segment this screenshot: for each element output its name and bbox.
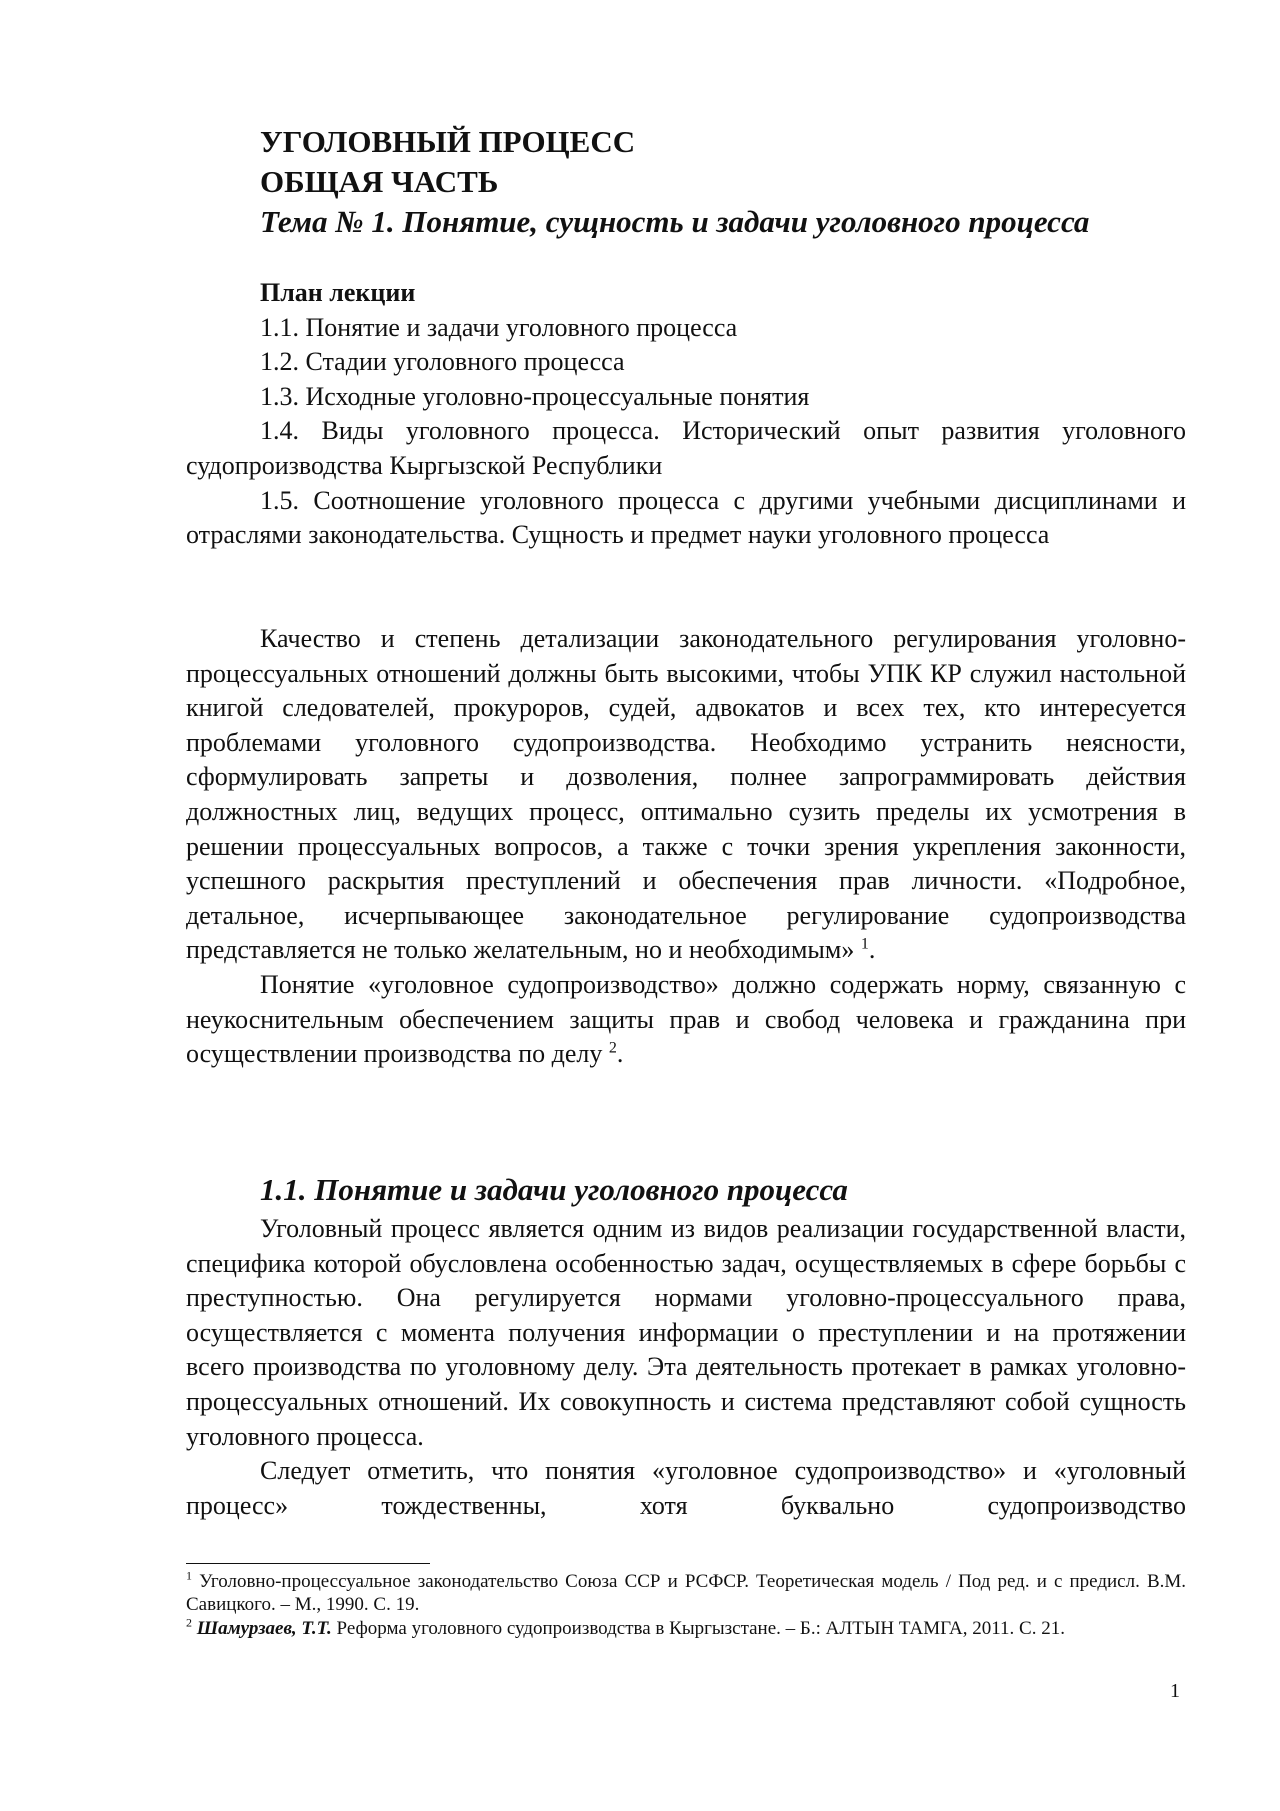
page-number: 1: [1170, 1680, 1180, 1702]
section-paragraph: Уголовный процесс является одним из видов реализации государственной власти, специфика которой обусловлена особенностью задач, осуществляемых в сфере борьбы с преступностью. Она регулируется нормами уголовно-процессуального права, осуществляется с момента получения информации о преступлении и на протяжении всего производства по уголовному делу. Эта деятельность протекает в рамках уголовно-процессуальных отношений. Их совокупность и система представляют собой сущность уголовного процесса.: [186, 1214, 1186, 1451]
intro-paragraph: Качество и степень детализации законодательного регулирования уголовно-процессуальных отношений должны быть высокими, чтобы УПК КР служил настольной книгой следователей, прокуроров, судей, адвокатов и всех тех, кто интересуется проблемами уголовного судопроизводства. Необходимо устранить неясности, сформулировать запреты и дозволения, полнее запрограммировать действия должностных лиц, ведущих процесс, оптимально сузить пределы их усмотрения в решении процессуальных вопросов, а также с точки зрения укрепления законности, успешного раскрытия преступлений и обеспечения прав личности. «Подробное, детальное, исчерпывающее законодательное регулирование судопроизводства представляется не только желательным, но и необходимым» $^1$.: [186, 624, 1186, 965]
document-heading: [260, 122, 1200, 242]
footnote-ref[interactable]: 2: [608, 1039, 617, 1057]
intro-paragraph: Понятие «уголовное судопроизводство» должно содержать норму, связанную с неукоснительным обеспечением защиты прав и свобод человека и гражданина при осуществлении производства по делу $^2$.: [186, 969, 1186, 1069]
intro-text: [186, 622, 1186, 1072]
footnote-text: Реформа уголовного судопроизводства в Кыргызстане. – Б.: АЛТЫН ТАМГА, 2011. С. 21.: [336, 1618, 1065, 1639]
footnote-author: Шамурзаев, Т.Т.: [196, 1618, 332, 1639]
plan-item: 1.4. Виды уголовного процесса. Исторический опыт развития уголовного судопроизводства Кыргызской Республики: [186, 416, 1186, 480]
footnote-ref[interactable]: 1: [860, 935, 869, 953]
plan-item: 1.5. Соотношение уголовного процесса с другими учебными дисциплинами и отраслями законодательства. Сущность и предмет науки уголовного процесса: [186, 485, 1186, 550]
plan-item: 1.3. Исходные уголовно-процессуальные понятия: [260, 381, 810, 411]
footnote-text: Уголовно-процессуальное законодательство Союза ССР и РСФСР. Теоретическая модель / Под ред. и с предисл. В.М. Савицкого. – М., 1990. С. 19.: [186, 1571, 1187, 1615]
plan-item: 1.2. Стадии уголовного процесса: [260, 347, 625, 377]
intro-paragraph-text: Понятие «уголовное судопроизводство» должно содержать норму, связанную с неукоснительным обеспечением защиты прав и свобод человека и гражданина при осуществлении производства по делу: [186, 969, 1186, 1069]
lecture-plan-title: План лекции: [260, 278, 416, 307]
document-title: УГОЛОВНЫЙ ПРОЦЕСС: [260, 124, 636, 159]
footnote-separator: [186, 1563, 430, 1564]
footnotes: [186, 1570, 1186, 1641]
section-text: [186, 1212, 1186, 1523]
section-title: 1.1. Понятие и задачи уголовного процесса: [260, 1172, 848, 1207]
footnote-number: 2: [186, 1615, 192, 1630]
footnote-number: 1: [186, 1568, 192, 1583]
topic-title: Тема № 1. Понятие, сущность и задачи уголовного процесса: [260, 204, 1090, 239]
plan-item: 1.1. Понятие и задачи уголовного процесса: [260, 312, 738, 342]
section-paragraph: Следует отметить, что понятия «уголовное судопроизводство» и «уголовный процесс» тождественны, хотя буквально судопроизводство: [186, 1456, 1186, 1520]
document-subtitle: ОБЩАЯ ЧАСТЬ: [260, 164, 499, 199]
intro-paragraph-text: Качество и степень детализации законодательного регулирования уголовно-процессуальных отношений должны быть высокими, чтобы УПК КР служил настольной книгой следователей, прокуроров, судей, адвокатов и всех тех, кто интересуется проблемами уголовного судопроизводства. Необходимо устранить неясности, сформулировать запреты и дозволения, полнее запрограммировать действия должностных лиц, ведущих процесс, оптимально сузить пределы их усмотрения в решении процессуальных вопросов, а также с точки зрения укрепления законности, успешного раскрытия преступлений и обеспечения прав личности. «Подробное, детальное, исчерпывающее законодательное регулирование судопроизводства представляется не только желательным, но и необходимым»: [186, 624, 1186, 965]
lecture-plan: [186, 276, 1186, 553]
footnote: [186, 1617, 1186, 1640]
footnote: [186, 1570, 1186, 1616]
